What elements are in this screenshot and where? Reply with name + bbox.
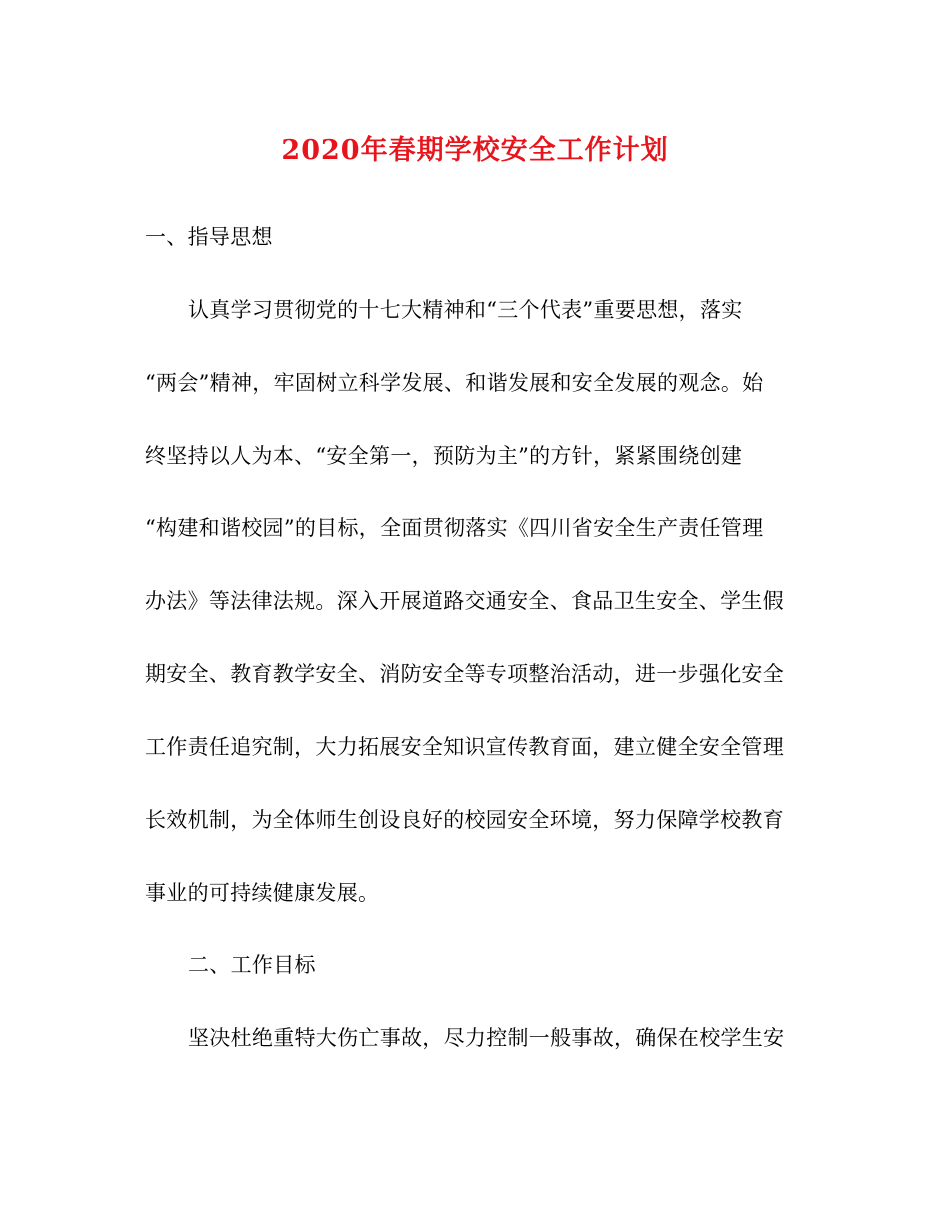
paragraph-line: 办法》等法律法规。深入开展道路交通安全、食品卫生安全、学生假	[145, 589, 784, 613]
paragraph-line: “两会”精神，牢固树立科学发展、和谐发展和安全发展的观念。始	[145, 371, 764, 395]
paragraph-line: 坚决杜绝重特大伤亡事故，尽力控制一般事故，确保在校学生安	[188, 1026, 785, 1050]
paragraph-line: 长效机制，为全体师生创设良好的校园安全环境，努力保障学校教育	[145, 808, 784, 832]
paragraph-line: 期安全、教育教学安全、消防安全等专项整治活动，进一步强化安全	[145, 662, 784, 686]
paragraph-line: “构建和谐校园”的目标，全面贯彻落实《四川省安全生产责任管理	[145, 516, 764, 540]
document-title: 2020年春期学校安全工作计划	[281, 135, 669, 166]
section-heading-guiding-ideology: 一、指导思想	[145, 225, 273, 249]
paragraph-line: 工作责任追究制，大力拓展安全知识宣传教育面，建立健全安全管理	[145, 735, 784, 759]
paragraph-line: 终坚持以人为本、“安全第一，预防为主”的方针，紧紧围绕创建	[145, 444, 743, 468]
section-heading-work-goals: 二、工作目标	[188, 953, 316, 977]
paragraph-line: 认真学习贯彻党的十七大精神和“三个代表”重要思想，落实	[188, 298, 743, 322]
paragraph-line: 事业的可持续健康发展。	[145, 881, 380, 905]
